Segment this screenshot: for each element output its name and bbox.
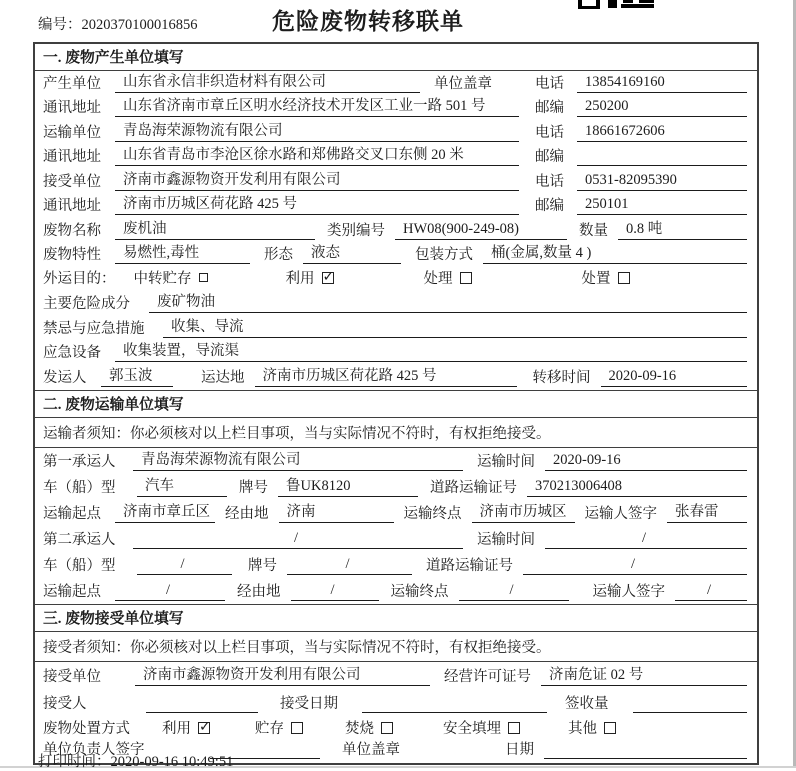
via-label: 经由地 bbox=[225, 505, 269, 522]
producer-row bbox=[35, 71, 757, 96]
accept-unit-row bbox=[35, 662, 757, 689]
print-time-value: 2020-09-16 10:49:51 bbox=[110, 754, 234, 770]
terminus-value: 济南市历城区 bbox=[472, 500, 575, 523]
option-label: 焚烧 bbox=[345, 721, 374, 737]
transfer-time-value: 2020-09-16 bbox=[601, 368, 748, 387]
quantity-value: 0.8 吨 bbox=[618, 217, 747, 240]
zip-label: 邮编 bbox=[535, 149, 564, 165]
document-title: 危险废物转移联单 bbox=[272, 9, 464, 34]
vehicle-type-label: 车（船）型 bbox=[43, 479, 116, 496]
purpose-option-utilize bbox=[286, 267, 334, 288]
permit-label: 经营许可证号 bbox=[444, 668, 531, 685]
first-carrier-label: 第一承运人 bbox=[43, 453, 116, 470]
waste-property-label: 废物特性 bbox=[43, 247, 101, 263]
road-license-label: 道路运输证号 bbox=[430, 479, 517, 496]
taboo-measures-label: 禁忌与应急措施 bbox=[43, 320, 145, 337]
date-label: 日期 bbox=[505, 741, 534, 758]
disposal-option-landfill bbox=[443, 717, 520, 738]
emergency-equipment-label: 应急设备 bbox=[43, 345, 101, 361]
carrier-signature-label: 运输人签字 bbox=[592, 583, 665, 600]
waste-property-value: 易燃性,毒性 bbox=[115, 241, 250, 264]
second-carrier-label: 第二承运人 bbox=[43, 531, 116, 548]
purpose-option-treat bbox=[424, 267, 472, 288]
shape-value: 液态 bbox=[303, 241, 401, 264]
checkbox-icon bbox=[322, 272, 334, 284]
waste-property-row bbox=[35, 243, 757, 268]
producer-zip-value: 250200 bbox=[577, 98, 747, 117]
checkbox-icon bbox=[291, 722, 303, 734]
plate2-value: / bbox=[287, 556, 412, 575]
accept-date-label: 接受日期 bbox=[280, 695, 338, 712]
zip-label: 邮编 bbox=[535, 100, 564, 116]
checkbox-icon bbox=[381, 722, 393, 734]
transport-time-label: 运输时间 bbox=[477, 531, 535, 548]
producer-value: 山东省永信非织造材料有限公司 bbox=[115, 70, 420, 93]
consignor-row bbox=[35, 365, 757, 390]
packing-value: 桶(金属,数量 4 ) bbox=[483, 241, 747, 264]
waste-name-row bbox=[35, 218, 757, 243]
plate-value: 鲁UK8120 bbox=[278, 474, 418, 497]
transfer-purpose-label: 外运目的： bbox=[43, 271, 116, 288]
transfer-purpose-row bbox=[35, 267, 757, 292]
receiver-row bbox=[35, 169, 757, 194]
carrier-signature-value: 张春雷 bbox=[667, 500, 747, 523]
producer-address-row bbox=[35, 96, 757, 121]
receiver-phone-value: 0531-82095390 bbox=[577, 172, 747, 191]
road-license-label: 道路运输证号 bbox=[426, 557, 513, 574]
waste-name-value: 废机油 bbox=[115, 217, 315, 240]
destination-label: 运达地 bbox=[201, 369, 245, 386]
transporter-row bbox=[35, 120, 757, 145]
transporter-address-value: 山东省青岛市李沧区徐水路和郑佛路交叉口东侧 20 米 bbox=[115, 143, 519, 166]
receiver-zip-value: 250101 bbox=[577, 196, 747, 215]
permit-value: 济南危证 02 号 bbox=[541, 663, 747, 686]
hazard-component-label: 主要危险成分 bbox=[43, 296, 130, 312]
purpose-option-storage bbox=[134, 267, 208, 288]
transporter-notice-text: 运输者须知：你必须核对以上栏目事项，当与实际情况不符时，有权拒绝接受。 bbox=[43, 425, 551, 442]
receipt-qty-label: 签收量 bbox=[565, 695, 609, 712]
vehicle1-row bbox=[35, 474, 757, 500]
receiver-label: 接受单位 bbox=[43, 173, 101, 190]
via-label: 经由地 bbox=[237, 583, 281, 600]
second-carrier-value: / bbox=[133, 530, 463, 549]
option-label: 利用 bbox=[162, 721, 191, 737]
hazard-component-value: 废矿物油 bbox=[149, 290, 747, 313]
transporter-phone-value: 18661672606 bbox=[577, 123, 747, 142]
transporter-value: 青岛海荣源物流有限公司 bbox=[115, 119, 519, 142]
first-carrier-value: 青岛海荣源物流有限公司 bbox=[133, 448, 463, 471]
disposal-method-label: 废物处置方式 bbox=[43, 721, 130, 737]
emergency-equipment-row bbox=[35, 341, 757, 366]
transporter-zip-value bbox=[577, 149, 747, 166]
zip-label: 邮编 bbox=[535, 198, 564, 214]
acceptor-value bbox=[146, 696, 258, 713]
manifest-form bbox=[33, 42, 759, 765]
disposal-option-incinerate bbox=[345, 717, 393, 738]
receipt-qty-value bbox=[633, 696, 748, 713]
origin-label: 运输起点 bbox=[43, 505, 101, 522]
address-label: 通讯地址 bbox=[43, 198, 101, 214]
receiver-address-value: 济南市历城区荷花路 425 号 bbox=[115, 192, 519, 215]
origin2-value: / bbox=[115, 582, 225, 601]
checkbox-icon bbox=[508, 722, 520, 734]
origin-label: 运输起点 bbox=[43, 583, 101, 600]
option-label: 安全填埋 bbox=[443, 721, 501, 737]
carrier-signature2-value: / bbox=[675, 582, 747, 601]
terminus2-value: / bbox=[459, 582, 569, 601]
checkbox-icon bbox=[618, 272, 630, 284]
vehicle-type-value: 汽车 bbox=[137, 474, 227, 497]
taboo-measures-row bbox=[35, 316, 757, 341]
option-label: 处理 bbox=[423, 271, 453, 288]
option-label: 利用 bbox=[285, 271, 315, 288]
road-license-value: 370213006408 bbox=[527, 478, 747, 497]
producer-address-value: 山东省济南市章丘区明水经济技术开发区工业一路 501 号 bbox=[115, 94, 519, 117]
consignor-label: 发运人 bbox=[43, 369, 87, 386]
address-label: 通讯地址 bbox=[43, 149, 101, 165]
vehicle-type2-value: / bbox=[137, 556, 232, 575]
transport-time-value: 2020-09-16 bbox=[545, 452, 747, 471]
category-value: HW08(900-249-08) bbox=[395, 221, 567, 240]
receiver-notice-text: 接受者须知：你必须核对以上栏目事项，当与实际情况不符时，有权拒绝接受。 bbox=[43, 639, 551, 656]
acceptor-label: 接受人 bbox=[43, 695, 87, 712]
chief-signature-label: 单位负责人签字 bbox=[43, 741, 145, 758]
phone-label: 电话 bbox=[535, 124, 564, 141]
via-value: 济南 bbox=[279, 500, 394, 523]
checkbox-icon bbox=[604, 722, 616, 734]
section3-body bbox=[35, 632, 757, 763]
accept-date-value bbox=[362, 696, 547, 713]
document-number-label: 编号： bbox=[38, 17, 82, 33]
transport-time2-value: / bbox=[545, 530, 747, 549]
checkbox-icon bbox=[199, 273, 208, 282]
phone-label: 电话 bbox=[535, 75, 564, 92]
phone-label: 电话 bbox=[535, 173, 564, 190]
emergency-equipment-value: 收集装置，导流渠 bbox=[115, 339, 747, 362]
terminus-label: 运输终点 bbox=[390, 583, 449, 600]
checkbox-icon bbox=[460, 272, 472, 284]
document-number-value: 2020370100016856 bbox=[81, 17, 198, 33]
option-label: 处置 bbox=[581, 271, 611, 288]
second-carrier-row bbox=[35, 526, 757, 552]
section2-body bbox=[35, 418, 757, 604]
disposal-option-store bbox=[255, 717, 303, 738]
receiver-notice-row bbox=[35, 632, 757, 662]
acceptor-row bbox=[35, 689, 757, 716]
quantity-label: 数量 bbox=[579, 222, 608, 239]
consignor-value: 郭玉波 bbox=[101, 364, 173, 387]
section3-heading: 三. 废物接受单位填写 bbox=[35, 604, 757, 632]
producer-label: 产生单位 bbox=[43, 75, 101, 92]
section2-heading: 二. 废物运输单位填写 bbox=[35, 390, 757, 418]
shape-label: 形态 bbox=[264, 247, 293, 263]
route1-row bbox=[35, 500, 757, 526]
checkbox-icon bbox=[198, 722, 210, 734]
transporter-label: 运输单位 bbox=[43, 124, 101, 141]
option-label: 中转贮存 bbox=[133, 271, 192, 288]
accept-unit-label: 接受单位 bbox=[43, 668, 101, 685]
producer-phone-value: 13854169160 bbox=[577, 74, 747, 93]
packing-label: 包装方式 bbox=[415, 247, 473, 263]
transporter-notice-row bbox=[35, 418, 757, 448]
purpose-option-dispose bbox=[582, 267, 630, 288]
unit-stamp-label: 单位盖章 bbox=[434, 75, 492, 92]
unit-stamp-label: 单位盖章 bbox=[342, 741, 400, 758]
receiver-address-row bbox=[35, 194, 757, 219]
taboo-measures-value: 收集、导流 bbox=[163, 315, 747, 338]
document-header bbox=[0, 0, 796, 42]
vehicle2-row bbox=[35, 552, 757, 578]
route2-row bbox=[35, 578, 757, 604]
transport-time-label: 运输时间 bbox=[477, 453, 535, 470]
date-value bbox=[544, 742, 747, 759]
option-label: 贮存 bbox=[255, 721, 284, 737]
via2-value: / bbox=[291, 582, 379, 601]
disposal-option-utilize bbox=[162, 717, 210, 738]
plate-label: 牌号 bbox=[239, 479, 268, 496]
carrier-signature-label: 运输人签字 bbox=[584, 505, 657, 522]
road-license2-value: / bbox=[523, 556, 747, 575]
qr-code-fragment bbox=[578, 0, 654, 9]
destination-value: 济南市历城区荷花路 425 号 bbox=[255, 364, 517, 387]
disposal-option-other bbox=[568, 717, 616, 738]
address-label: 通讯地址 bbox=[43, 100, 101, 116]
print-time-label: 打印时间： bbox=[38, 754, 111, 770]
accept-unit-value: 济南市鑫源物资开发利用有限公司 bbox=[135, 663, 430, 686]
plate-label: 牌号 bbox=[248, 557, 277, 574]
section1-body bbox=[35, 71, 757, 390]
transporter-address-row bbox=[35, 145, 757, 170]
origin-value: 济南市章丘区 bbox=[115, 500, 215, 523]
hazard-component-row bbox=[35, 292, 757, 317]
transfer-time-label: 转移时间 bbox=[532, 369, 591, 386]
first-carrier-row bbox=[35, 448, 757, 474]
category-label: 类别编号 bbox=[327, 222, 385, 239]
section1-heading: 一. 废物产生单位填写 bbox=[35, 44, 757, 71]
vehicle-type-label: 车（船）型 bbox=[43, 557, 116, 574]
waste-name-label: 废物名称 bbox=[43, 222, 101, 239]
option-label: 其他 bbox=[568, 721, 597, 737]
terminus-label: 运输终点 bbox=[403, 505, 462, 522]
receiver-value: 济南市鑫源物资开发利用有限公司 bbox=[115, 168, 519, 191]
